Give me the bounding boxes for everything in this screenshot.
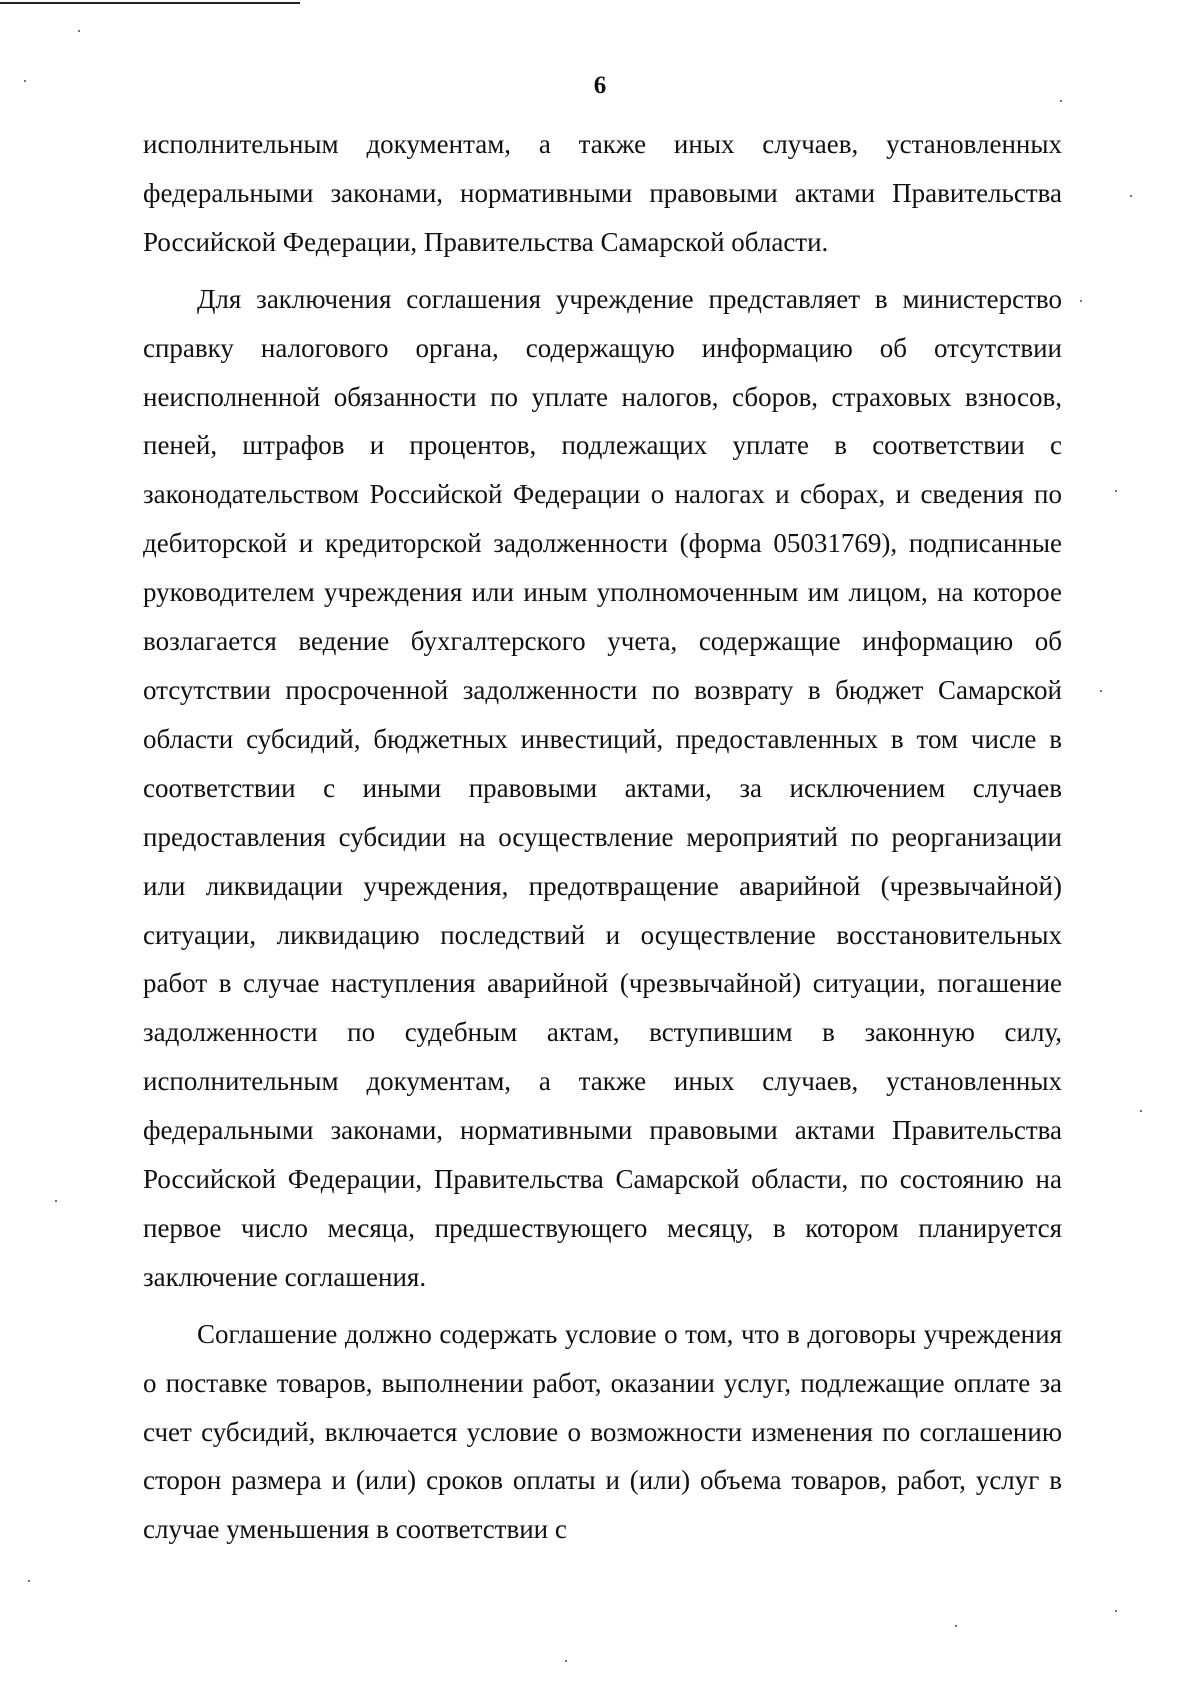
scan-speck xyxy=(78,30,80,32)
scan-speck xyxy=(55,1200,57,1202)
scan-speck xyxy=(955,1625,957,1627)
scan-top-rule xyxy=(0,2,300,4)
document-body xyxy=(143,120,1062,1554)
scan-speck xyxy=(28,1580,30,1582)
scan-speck xyxy=(565,1660,567,1662)
paragraph-agreement-conditions: Соглашение должно содержать условие о том, что в договоры учреждения о поставке товаров, выполнении работ, оказании услуг, подлежащие оплате за счет субсидий, включается условие о возможности изменения по соглашению сторон размера и (или) сроков оплаты и (или) объема товаров, работ, услуг в случае уменьшения в соответствии с xyxy=(143,1318,1062,1545)
scan-speck xyxy=(24,80,26,82)
scan-speck xyxy=(1100,690,1102,692)
page-number: 6 xyxy=(593,72,607,99)
scan-speck xyxy=(1080,300,1082,302)
paragraph-agreement-requirements: Для заключения соглашения учреждение представляет в министерство справку налогового органа, содержащую информацию об отсутствии неисполненной обязанности по уплате налогов, сборов, страховых взносов, пеней, штрафов и процентов, подлежащих уплате в соответствии с законодательством Российской Федерации о налогах и сборах, и сведения по дебиторской и кредиторской задолженности (форма 05031769), подписанные руководителем учреждения или иным уполномоченным им лицом, на которое возлагается ведение бухгалтерского учета, содержащие информацию об отсутствии просроченной задолженности по возврату в бюджет Самарской области субсидий, бюджетных инвестиций, предоставленных в том числе в соответствии с иными правовыми актами, за исключением случаев предоставления субсидии на осуществление мероприятий по реорганизации или ликвидации учреждения, предотвращение аварийной (чрезвычайной) ситуации, ликвидацию последствий и осуществление восстановительных работ в случае наступления аварийной (чрезвычайной) ситуации, погашение задолженности по судебным актам, вступившим в законную силу, исполнительным документам, а также иных случаев, установленных федеральными законами, нормативными правовыми актами Правительства Российской Федерации, Правительства Самарской области, по состоянию на первое число месяца, предшествующего месяцу, в котором планируется заключение соглашения. xyxy=(143,283,1062,1292)
paragraph-gap xyxy=(143,267,1062,275)
scan-speck xyxy=(1130,195,1132,197)
scan-speck xyxy=(1115,1610,1117,1612)
paragraph-gap xyxy=(143,1302,1062,1310)
paragraph-continuation: исполнительным документам, а также иных случаев, установленных федеральными законами, нормативными правовыми актами Правительства Российской Федерации, Правительства Самарской области. xyxy=(143,129,1062,257)
scan-speck xyxy=(1140,1110,1142,1112)
scan-speck xyxy=(1115,490,1117,492)
scan-speck xyxy=(1060,100,1062,102)
